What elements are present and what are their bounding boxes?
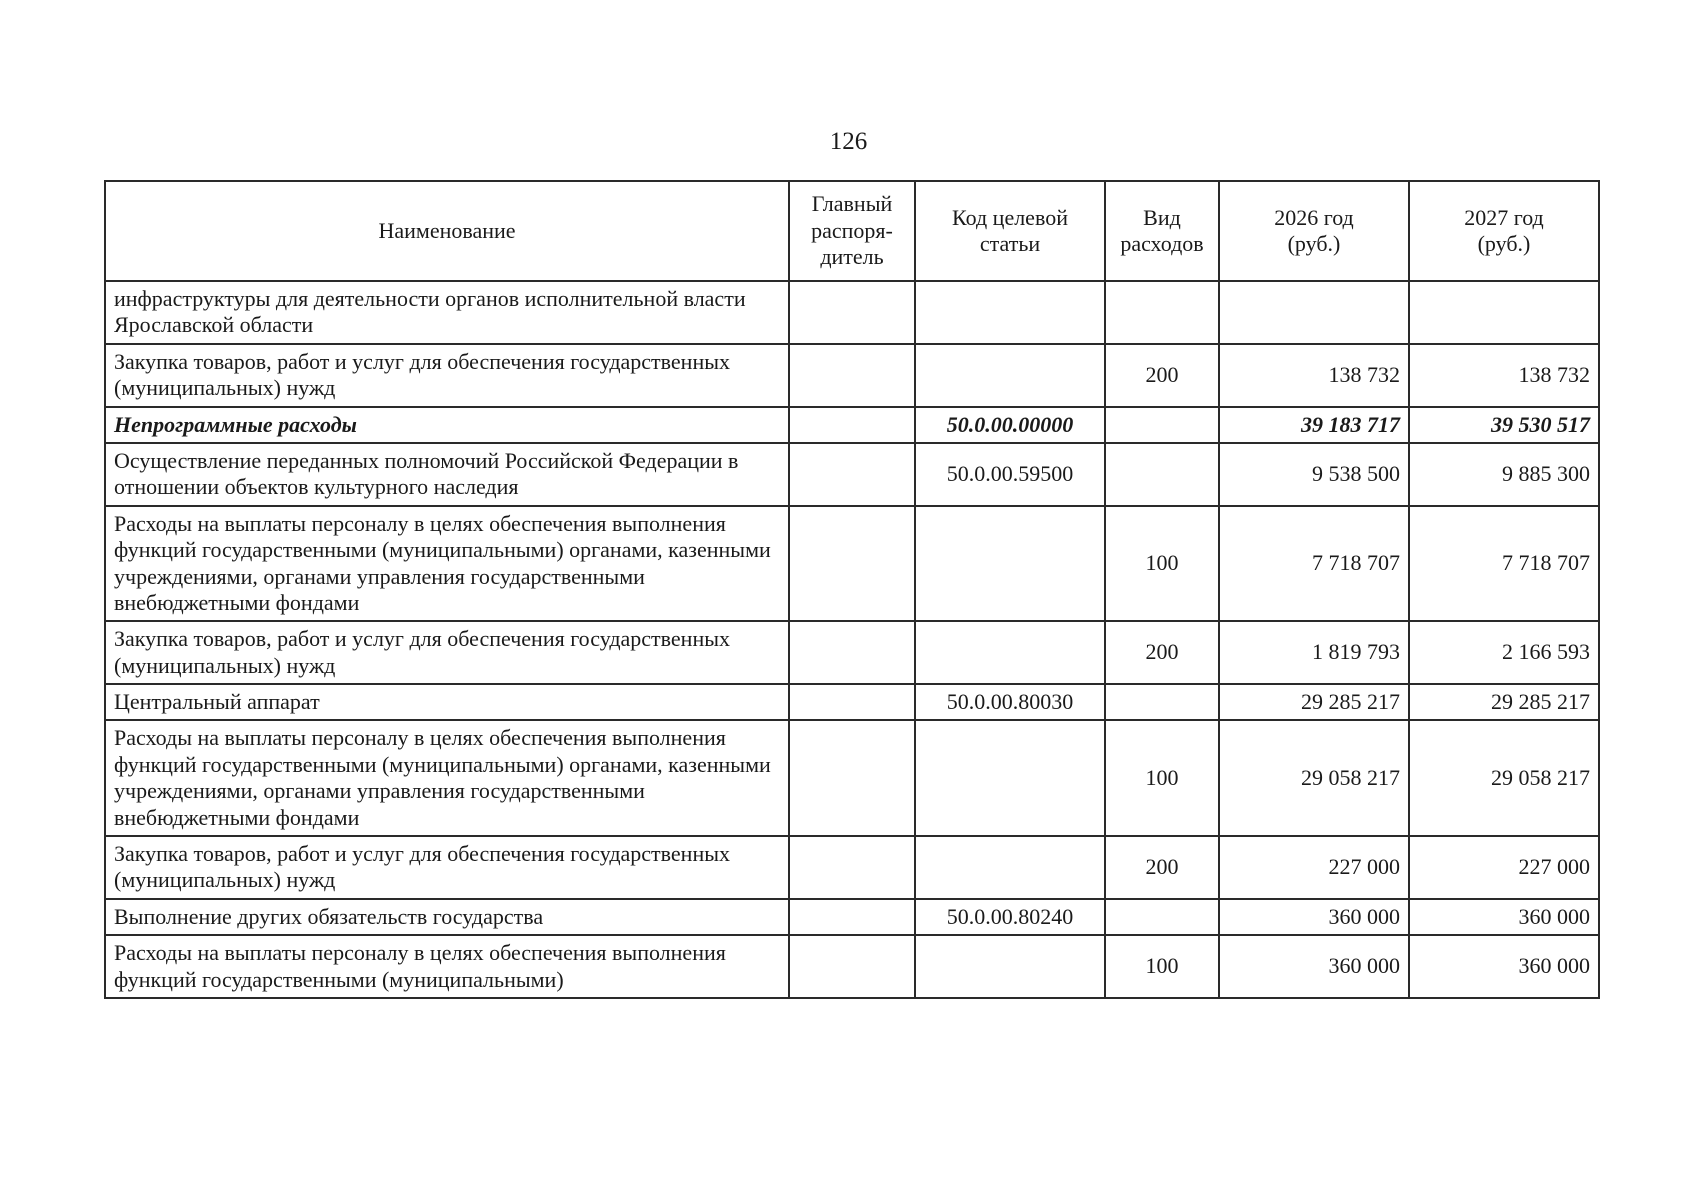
cell-name: Расходы на выплаты персоналу в целях обеспечения выполнения функций государственными (муниципальными) органами, казенными учреждениями, органами управления государственными внебюджетными фондами <box>105 506 789 622</box>
cell-type: 200 <box>1105 344 1219 407</box>
table-row <box>105 407 1599 443</box>
cell-admin <box>789 720 915 836</box>
cell-type: 200 <box>1105 836 1219 899</box>
cell-code: 50.0.00.59500 <box>915 443 1105 506</box>
cell-admin <box>789 443 915 506</box>
cell-name: Закупка товаров, работ и услуг для обеспечения государственных (муниципальных) нужд <box>105 621 789 684</box>
header-type: Вид расходов <box>1105 181 1219 281</box>
cell-name: Выполнение других обязательств государства <box>105 899 789 935</box>
table-row <box>105 684 1599 720</box>
cell-2026: 360 000 <box>1219 935 1409 998</box>
cell-2027 <box>1409 281 1599 344</box>
cell-code: 50.0.00.00000 <box>915 407 1105 443</box>
cell-name: Центральный аппарат <box>105 684 789 720</box>
cell-admin <box>789 836 915 899</box>
cell-code: 50.0.00.80240 <box>915 899 1105 935</box>
cell-2026: 29 285 217 <box>1219 684 1409 720</box>
table-row <box>105 621 1599 684</box>
table-row <box>105 281 1599 344</box>
cell-2026: 1 819 793 <box>1219 621 1409 684</box>
cell-2026: 9 538 500 <box>1219 443 1409 506</box>
cell-admin <box>789 935 915 998</box>
page-number: 126 <box>829 128 868 155</box>
cell-2027: 39 530 517 <box>1409 407 1599 443</box>
cell-name: Закупка товаров, работ и услуг для обеспечения государственных (муниципальных) нужд <box>105 836 789 899</box>
cell-name: Расходы на выплаты персоналу в целях обеспечения выполнения функций государственными (муниципальными) органами, казенными учреждениями, органами управления государственными внебюджетными фондами <box>105 720 789 836</box>
cell-type: 100 <box>1105 935 1219 998</box>
cell-type <box>1105 281 1219 344</box>
cell-type <box>1105 443 1219 506</box>
cell-type: 200 <box>1105 621 1219 684</box>
cell-2027: 29 285 217 <box>1409 684 1599 720</box>
cell-type <box>1105 684 1219 720</box>
cell-2026: 227 000 <box>1219 836 1409 899</box>
table-header-row <box>105 181 1599 281</box>
table-row <box>105 344 1599 407</box>
header-2026: 2026 год (руб.) <box>1219 181 1409 281</box>
cell-name: Закупка товаров, работ и услуг для обеспечения государственных (муниципальных) нужд <box>105 344 789 407</box>
table-row <box>105 506 1599 622</box>
table-row <box>105 899 1599 935</box>
cell-admin <box>789 684 915 720</box>
cell-admin <box>789 344 915 407</box>
cell-code <box>915 621 1105 684</box>
cell-code <box>915 506 1105 622</box>
cell-admin <box>789 506 915 622</box>
cell-type <box>1105 407 1219 443</box>
cell-2026: 360 000 <box>1219 899 1409 935</box>
cell-2026: 39 183 717 <box>1219 407 1409 443</box>
cell-admin <box>789 407 915 443</box>
cell-2027: 360 000 <box>1409 935 1599 998</box>
cell-2026: 29 058 217 <box>1219 720 1409 836</box>
cell-2027: 7 718 707 <box>1409 506 1599 622</box>
table-row <box>105 836 1599 899</box>
cell-name: Расходы на выплаты персоналу в целях обеспечения выполнения функций государственными (муниципальными) <box>105 935 789 998</box>
cell-name: Осуществление переданных полномочий Российской Федерации в отношении объектов культурного наследия <box>105 443 789 506</box>
table-row <box>105 720 1599 836</box>
header-2027: 2027 год (руб.) <box>1409 181 1599 281</box>
cell-2027: 138 732 <box>1409 344 1599 407</box>
cell-admin <box>789 281 915 344</box>
cell-2027: 2 166 593 <box>1409 621 1599 684</box>
cell-2027: 227 000 <box>1409 836 1599 899</box>
cell-2027: 29 058 217 <box>1409 720 1599 836</box>
cell-code <box>915 935 1105 998</box>
cell-name: инфраструктуры для деятельности органов исполнительной власти Ярославской области <box>105 281 789 344</box>
cell-admin <box>789 899 915 935</box>
cell-name: Непрограммные расходы <box>105 407 789 443</box>
header-code: Код целевой статьи <box>915 181 1105 281</box>
header-name: Наименование <box>105 181 789 281</box>
cell-2027: 360 000 <box>1409 899 1599 935</box>
cell-type: 100 <box>1105 506 1219 622</box>
cell-admin <box>789 621 915 684</box>
cell-code <box>915 344 1105 407</box>
cell-code <box>915 836 1105 899</box>
cell-code: 50.0.00.80030 <box>915 684 1105 720</box>
cell-code <box>915 281 1105 344</box>
table-row <box>105 443 1599 506</box>
table-row <box>105 935 1599 998</box>
cell-2026: 7 718 707 <box>1219 506 1409 622</box>
header-admin: Главный распоря- дитель <box>789 181 915 281</box>
cell-2026 <box>1219 281 1409 344</box>
budget-table <box>104 180 1600 999</box>
cell-type: 100 <box>1105 720 1219 836</box>
cell-2027: 9 885 300 <box>1409 443 1599 506</box>
cell-2026: 138 732 <box>1219 344 1409 407</box>
cell-code <box>915 720 1105 836</box>
cell-type <box>1105 899 1219 935</box>
